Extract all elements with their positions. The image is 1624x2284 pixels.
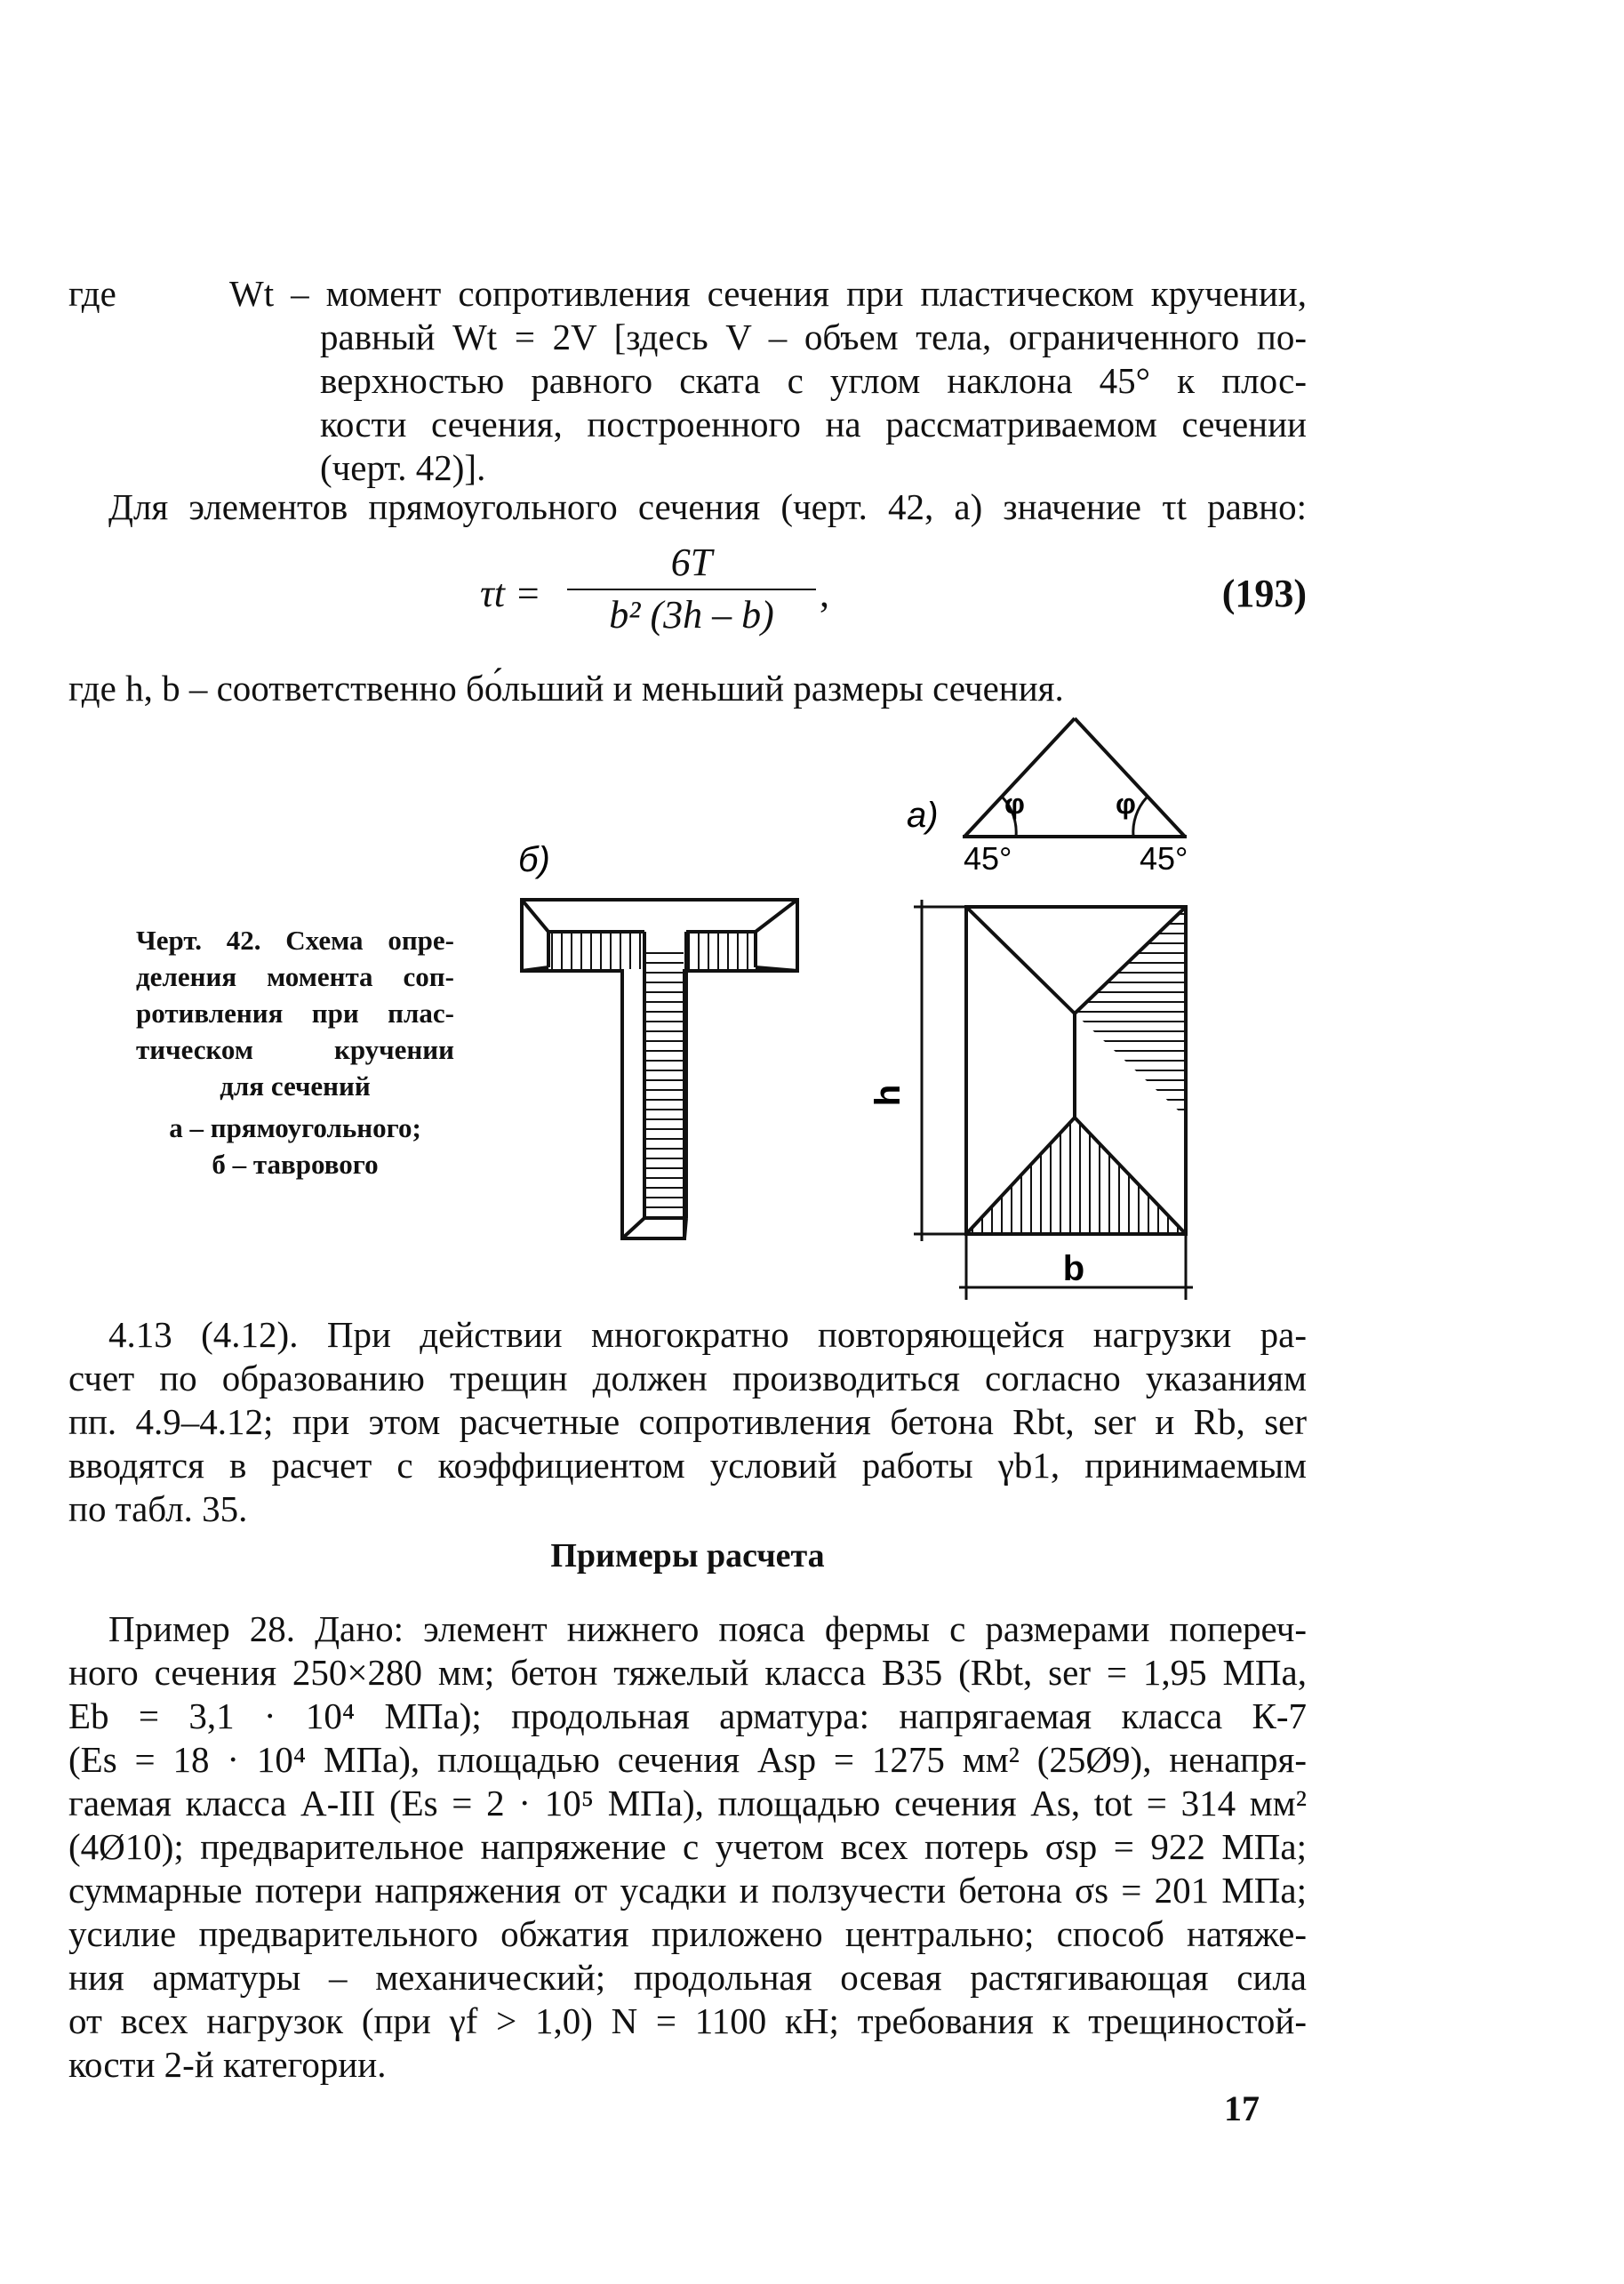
dimension-b-label: b xyxy=(1062,1249,1085,1288)
where-line-5: (черт. 42)]. xyxy=(320,447,486,488)
ex28-line-3: Eb = 3,1 · 10⁴ МПа); продольная арматура: напрягаемая класса К-7 xyxy=(68,1695,1307,1736)
ex28-line-4: (Es = 18 · 10⁴ МПа), площадью сечения Asp = 1275 мм² (25Ø9), ненапря- xyxy=(68,1739,1307,1780)
ex28-line-9: ния арматуры – механический; продольная осевая растягивающая сила xyxy=(68,1957,1307,1998)
angle-label-left: 45° xyxy=(964,840,1012,877)
roof-triangle-view xyxy=(963,718,1187,837)
ex28-line-5: гаемая класса А-III (Es = 2 · 10⁵ МПа), площадью сечения As, tot = 314 мм² xyxy=(68,1783,1307,1823)
figure-label-a: а) xyxy=(907,796,939,835)
formula-number: (193) xyxy=(1221,572,1307,615)
caption-line-5: для сечений xyxy=(220,1070,371,1102)
examples-heading: Примеры расчета xyxy=(550,1537,825,1575)
ex28-line-6: (4Ø10); предварительное напряжение с учетом всех потерь σsp = 922 МПа; xyxy=(68,1826,1307,1867)
t-section xyxy=(522,900,797,1238)
caption-line-2: деления момента соп- xyxy=(136,961,454,992)
angle-symbol-right: φ xyxy=(1116,788,1136,820)
dimension-h xyxy=(914,900,966,1241)
formula-denominator: b² (3h – b) xyxy=(609,593,774,637)
ex28-line-1: Пример 28. Дано: элемент нижнего пояса фермы с размерами попереч- xyxy=(108,1608,1307,1649)
figure-42-drawing xyxy=(498,702,1209,1316)
formula-numerator: 6T xyxy=(670,541,713,584)
caption-line-4: тическом кручении xyxy=(136,1034,454,1065)
ex28-line-2: ного сечения 250×280 мм; бетон тяжелый класса В35 (Rbt, ser = 1,95 МПа, xyxy=(68,1652,1307,1693)
formula-comma: , xyxy=(820,572,829,615)
p413-line-4: вводятся в расчет с коэффициентом условий работы γb1, принимаемым xyxy=(68,1445,1307,1486)
where-line-2: равный Wt = 2V [здесь V – объем тела, ограниченного по- xyxy=(320,317,1307,357)
where-line-4: кости сечения, построенного на рассматриваемом сечении xyxy=(320,404,1307,445)
figure-caption xyxy=(136,922,454,1182)
angle-symbol-left: φ xyxy=(1004,788,1025,820)
fraction-bar xyxy=(567,589,816,590)
formula-lhs: τt = xyxy=(480,572,541,615)
where-line-1: Wt – момент сопротивления сечения при пластическом кручении, xyxy=(229,273,1307,314)
ex28-line-8: усилие предварительного обжатия приложено центрально; способ натяже- xyxy=(68,1913,1307,1954)
p413-line-5: по табл. 35. xyxy=(68,1488,248,1529)
ex28-line-11: кости 2-й категории. xyxy=(68,2044,387,2085)
rect-intro: Для элементов прямоугольного сечения (черт. 42, а) значение τt равно: xyxy=(108,486,1307,527)
where-line-3: верхностью равного ската с углом наклона 45° к плос- xyxy=(320,360,1307,401)
page-number: 17 xyxy=(1224,2088,1260,2128)
formula-fraction xyxy=(567,541,816,638)
rectangular-section xyxy=(966,907,1186,1234)
caption-line-3: ротивления при плас- xyxy=(136,998,454,1029)
caption-line-1: Черт. 42. Схема опре- xyxy=(136,925,454,956)
ex28-line-10: от всех нагрузок (при γf > 1,0) N = 1100 кН; требования к трещиностой- xyxy=(68,2000,1307,2041)
dimension-h-label: h xyxy=(868,1084,908,1107)
figure-label-b: б) xyxy=(518,840,550,879)
angle-label-right: 45° xyxy=(1140,840,1188,877)
p413-line-2: счет по образованию трещин должен производиться согласно указаниям xyxy=(68,1358,1307,1398)
where-definition xyxy=(229,272,1307,490)
caption-legend-a: а – прямоугольного; xyxy=(169,1112,421,1143)
p413-line-3: пп. 4.9–4.12; при этом расчетные сопротивления бетона Rbt, ser и Rb, ser xyxy=(68,1401,1307,1442)
ex28-line-7: суммарные потери напряжения от усадки и ползучести бетона σs = 201 МПа; xyxy=(68,1870,1307,1911)
p413-line-1: 4.13 (4.12). При действии многократно повторяющейся нагрузки ра- xyxy=(108,1314,1307,1355)
where-label: где xyxy=(68,273,116,314)
paragraph-4-13 xyxy=(68,1313,1307,1531)
hb-definition: где h, b – соответственно бо́льший и меньший размеры сечения. xyxy=(68,668,1064,709)
caption-legend-b: б – таврового xyxy=(212,1149,379,1180)
example-28 xyxy=(68,1607,1307,2087)
formula-193 xyxy=(480,541,1307,647)
